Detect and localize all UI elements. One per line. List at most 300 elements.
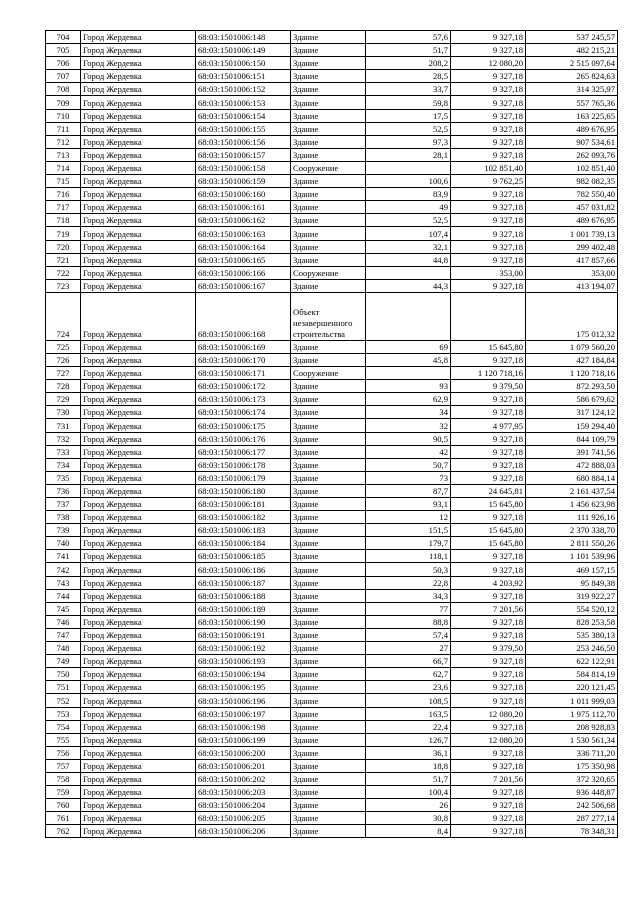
cell-object-type: Здание bbox=[291, 498, 366, 511]
cell-cadastral-value: 489 676,95 bbox=[526, 214, 618, 227]
table-row bbox=[46, 642, 618, 655]
cell-specific-value: 9 327,18 bbox=[451, 353, 526, 366]
table-row bbox=[46, 524, 618, 537]
cell-object-type: Здание bbox=[291, 31, 366, 44]
cell-area: 32 bbox=[366, 419, 451, 432]
cell-cadastral-number: 68:03:1501006:167 bbox=[196, 279, 291, 292]
table-row bbox=[46, 31, 618, 44]
cell-cadastral-value: 111 926,16 bbox=[526, 511, 618, 524]
cell-object-type: Здание bbox=[291, 615, 366, 628]
cell-object-type: Здание bbox=[291, 563, 366, 576]
cell-cadastral-value: 159 294,40 bbox=[526, 419, 618, 432]
cell-row-number: 721 bbox=[46, 253, 81, 266]
cell-specific-value: 15 645,80 bbox=[451, 537, 526, 550]
cell-area: 90,5 bbox=[366, 432, 451, 445]
cell-cadastral-number: 68:03:1501006:198 bbox=[196, 720, 291, 733]
cell-row-number: 715 bbox=[46, 175, 81, 188]
cell-locality: Город Жердевка bbox=[81, 406, 196, 419]
cell-cadastral-value: 220 121,45 bbox=[526, 681, 618, 694]
cell-cadastral-number: 68:03:1501006:195 bbox=[196, 681, 291, 694]
table-row bbox=[46, 122, 618, 135]
cell-row-number: 728 bbox=[46, 380, 81, 393]
cell-locality: Город Жердевка bbox=[81, 44, 196, 57]
cell-row-number: 757 bbox=[46, 759, 81, 772]
table-row bbox=[46, 458, 618, 471]
cell-locality: Город Жердевка bbox=[81, 498, 196, 511]
cell-object-type: Здание bbox=[291, 419, 366, 432]
cell-area: 88,8 bbox=[366, 615, 451, 628]
cell-locality: Город Жердевка bbox=[81, 628, 196, 641]
table-row bbox=[46, 550, 618, 563]
cell-cadastral-value: 584 814,19 bbox=[526, 668, 618, 681]
cell-specific-value: 4 977,95 bbox=[451, 419, 526, 432]
cell-cadastral-number: 68:03:1501006:185 bbox=[196, 550, 291, 563]
cell-cadastral-number: 68:03:1501006:196 bbox=[196, 694, 291, 707]
cell-area: 30,8 bbox=[366, 812, 451, 825]
cell-locality: Город Жердевка bbox=[81, 161, 196, 174]
cell-locality: Город Жердевка bbox=[81, 458, 196, 471]
table-row bbox=[46, 201, 618, 214]
cell-row-number: 723 bbox=[46, 279, 81, 292]
cell-specific-value: 1 120 718,16 bbox=[451, 367, 526, 380]
cell-locality: Город Жердевка bbox=[81, 122, 196, 135]
cell-cadastral-value: 102 851,40 bbox=[526, 161, 618, 174]
cell-cadastral-number: 68:03:1501006:205 bbox=[196, 812, 291, 825]
cell-specific-value: 9 327,18 bbox=[451, 720, 526, 733]
cell-cadastral-value: 262 093,76 bbox=[526, 148, 618, 161]
table-row bbox=[46, 57, 618, 70]
cell-specific-value: 9 327,18 bbox=[451, 201, 526, 214]
cell-specific-value: 24 645,81 bbox=[451, 484, 526, 497]
cell-specific-value: 9 327,18 bbox=[451, 393, 526, 406]
cell-cadastral-number: 68:03:1501006:152 bbox=[196, 83, 291, 96]
cell-specific-value: 9 379,50 bbox=[451, 380, 526, 393]
cell-locality: Город Жердевка bbox=[81, 240, 196, 253]
table-row bbox=[46, 109, 618, 122]
table-row bbox=[46, 812, 618, 825]
cell-object-type: Здание bbox=[291, 628, 366, 641]
table-row bbox=[46, 628, 618, 641]
cell-cadastral-number: 68:03:1501006:161 bbox=[196, 201, 291, 214]
cell-cadastral-number: 68:03:1501006:166 bbox=[196, 266, 291, 279]
cell-locality: Город Жердевка bbox=[81, 380, 196, 393]
table-row bbox=[46, 681, 618, 694]
cell-object-type: Здание bbox=[291, 550, 366, 563]
cell-row-number: 737 bbox=[46, 498, 81, 511]
cell-area: 107,4 bbox=[366, 227, 451, 240]
cell-locality: Город Жердевка bbox=[81, 524, 196, 537]
cell-row-number: 708 bbox=[46, 83, 81, 96]
cell-row-number: 730 bbox=[46, 406, 81, 419]
cell-cadastral-value: 336 711,20 bbox=[526, 746, 618, 759]
cell-object-type: Здание bbox=[291, 279, 366, 292]
cell-object-type: Здание bbox=[291, 786, 366, 799]
cell-locality: Город Жердевка bbox=[81, 563, 196, 576]
cell-cadastral-value: 1 456 623,98 bbox=[526, 498, 618, 511]
cell-specific-value: 9 327,18 bbox=[451, 550, 526, 563]
cell-area: 34,3 bbox=[366, 589, 451, 602]
cell-cadastral-number: 68:03:1501006:159 bbox=[196, 175, 291, 188]
cell-row-number: 749 bbox=[46, 655, 81, 668]
cell-specific-value: 9 327,18 bbox=[451, 406, 526, 419]
cell-cadastral-value: 287 277,14 bbox=[526, 812, 618, 825]
cell-locality: Город Жердевка bbox=[81, 759, 196, 772]
cell-area: 49 bbox=[366, 201, 451, 214]
cell-area bbox=[366, 161, 451, 174]
cell-cadastral-number: 68:03:1501006:181 bbox=[196, 498, 291, 511]
table-row bbox=[46, 393, 618, 406]
cell-specific-value: 9 327,18 bbox=[451, 253, 526, 266]
table-row bbox=[46, 380, 618, 393]
cell-object-type: Здание bbox=[291, 135, 366, 148]
table-row bbox=[46, 240, 618, 253]
cell-specific-value: 9 327,18 bbox=[451, 279, 526, 292]
cell-cadastral-value: 372 320,65 bbox=[526, 772, 618, 785]
cell-cadastral-value: 1 079 560,20 bbox=[526, 340, 618, 353]
table-row bbox=[46, 253, 618, 266]
cell-specific-value: 9 327,18 bbox=[451, 563, 526, 576]
cell-specific-value: 9 327,18 bbox=[451, 31, 526, 44]
cell-object-type: Здание bbox=[291, 511, 366, 524]
cell-area: 126,7 bbox=[366, 733, 451, 746]
cell-cadastral-number: 68:03:1501006:150 bbox=[196, 57, 291, 70]
cell-object-type: Здание bbox=[291, 96, 366, 109]
cell-area: 28,5 bbox=[366, 70, 451, 83]
table-row bbox=[46, 44, 618, 57]
cell-cadastral-number: 68:03:1501006:182 bbox=[196, 511, 291, 524]
cell-cadastral-value: 482 215,21 bbox=[526, 44, 618, 57]
cell-row-number: 762 bbox=[46, 825, 81, 838]
cell-cadastral-value: 78 348,31 bbox=[526, 825, 618, 838]
cell-area: 18,8 bbox=[366, 759, 451, 772]
cell-area: 26 bbox=[366, 799, 451, 812]
table-row bbox=[46, 720, 618, 733]
table-row bbox=[46, 353, 618, 366]
cell-row-number: 759 bbox=[46, 786, 81, 799]
cell-object-type: Здание bbox=[291, 214, 366, 227]
cell-cadastral-number: 68:03:1501006:184 bbox=[196, 537, 291, 550]
cell-object-type: Здание bbox=[291, 109, 366, 122]
cell-specific-value: 9 327,18 bbox=[451, 471, 526, 484]
cell-row-number: 705 bbox=[46, 44, 81, 57]
cell-row-number: 714 bbox=[46, 161, 81, 174]
table-row bbox=[46, 537, 618, 550]
cell-row-number: 736 bbox=[46, 484, 81, 497]
cell-specific-value: 9 327,18 bbox=[451, 83, 526, 96]
table-row bbox=[46, 825, 618, 838]
cell-row-number: 710 bbox=[46, 109, 81, 122]
cell-locality: Город Жердевка bbox=[81, 253, 196, 266]
cell-locality: Город Жердевка bbox=[81, 642, 196, 655]
cell-row-number: 729 bbox=[46, 393, 81, 406]
cell-cadastral-value: 936 448,87 bbox=[526, 786, 618, 799]
cell-cadastral-value: 2 515 097,64 bbox=[526, 57, 618, 70]
cell-locality: Город Жердевка bbox=[81, 655, 196, 668]
cell-cadastral-number: 68:03:1501006:190 bbox=[196, 615, 291, 628]
cell-locality: Город Жердевка bbox=[81, 511, 196, 524]
cell-locality: Город Жердевка bbox=[81, 367, 196, 380]
table-row bbox=[46, 340, 618, 353]
cell-specific-value: 9 327,18 bbox=[451, 214, 526, 227]
cell-locality: Город Жердевка bbox=[81, 707, 196, 720]
cell-cadastral-number: 68:03:1501006:180 bbox=[196, 484, 291, 497]
cell-row-number: 734 bbox=[46, 458, 81, 471]
cell-specific-value: 9 327,18 bbox=[451, 655, 526, 668]
cell-cadastral-value: 2 161 437,54 bbox=[526, 484, 618, 497]
cell-locality: Город Жердевка bbox=[81, 537, 196, 550]
table-row bbox=[46, 668, 618, 681]
cell-row-number: 704 bbox=[46, 31, 81, 44]
cell-cadastral-number: 68:03:1501006:156 bbox=[196, 135, 291, 148]
cell-area: 97,3 bbox=[366, 135, 451, 148]
table-body bbox=[46, 31, 618, 838]
cell-specific-value bbox=[451, 292, 526, 340]
cell-cadastral-number: 68:03:1501006:186 bbox=[196, 563, 291, 576]
table-row bbox=[46, 445, 618, 458]
table-row bbox=[46, 432, 618, 445]
cell-specific-value: 9 327,18 bbox=[451, 786, 526, 799]
cell-specific-value: 9 327,18 bbox=[451, 135, 526, 148]
cell-cadastral-value: 907 534,61 bbox=[526, 135, 618, 148]
cell-area: 52,5 bbox=[366, 214, 451, 227]
cell-specific-value: 9 327,18 bbox=[451, 240, 526, 253]
cell-cadastral-number: 68:03:1501006:187 bbox=[196, 576, 291, 589]
cell-area: 50,3 bbox=[366, 563, 451, 576]
cell-row-number: 725 bbox=[46, 340, 81, 353]
cell-row-number: 746 bbox=[46, 615, 81, 628]
cell-area: 179,7 bbox=[366, 537, 451, 550]
cell-locality: Город Жердевка bbox=[81, 227, 196, 240]
cell-cadastral-number: 68:03:1501006:191 bbox=[196, 628, 291, 641]
cell-locality: Город Жердевка bbox=[81, 733, 196, 746]
cell-area: 12 bbox=[366, 511, 451, 524]
cell-object-type: Здание bbox=[291, 484, 366, 497]
cell-object-type: Здание bbox=[291, 537, 366, 550]
cell-object-type: Сооружение bbox=[291, 367, 366, 380]
cell-area: 66,7 bbox=[366, 655, 451, 668]
cell-cadastral-number: 68:03:1501006:183 bbox=[196, 524, 291, 537]
cell-object-type: Здание bbox=[291, 227, 366, 240]
cell-area: 83,9 bbox=[366, 188, 451, 201]
cell-specific-value: 9 327,18 bbox=[451, 458, 526, 471]
cell-area: 42 bbox=[366, 445, 451, 458]
cell-specific-value: 9 327,18 bbox=[451, 432, 526, 445]
table-row bbox=[46, 279, 618, 292]
cell-cadastral-value: 319 922,27 bbox=[526, 589, 618, 602]
cell-cadastral-number: 68:03:1501006:174 bbox=[196, 406, 291, 419]
cell-cadastral-value: 982 082,35 bbox=[526, 175, 618, 188]
cell-cadastral-number: 68:03:1501006:201 bbox=[196, 759, 291, 772]
cell-specific-value: 15 645,80 bbox=[451, 498, 526, 511]
cell-cadastral-value: 242 506,68 bbox=[526, 799, 618, 812]
cell-row-number: 753 bbox=[46, 707, 81, 720]
cell-cadastral-value: 1 530 561,34 bbox=[526, 733, 618, 746]
cell-row-number: 718 bbox=[46, 214, 81, 227]
cell-specific-value: 9 327,18 bbox=[451, 615, 526, 628]
cell-area: 208,2 bbox=[366, 57, 451, 70]
cell-object-type: Здание bbox=[291, 655, 366, 668]
cell-specific-value: 12 080,20 bbox=[451, 57, 526, 70]
cell-area: 22,8 bbox=[366, 576, 451, 589]
cell-object-type: Здание bbox=[291, 589, 366, 602]
cell-locality: Город Жердевка bbox=[81, 70, 196, 83]
table-row bbox=[46, 175, 618, 188]
cell-cadastral-value: 622 122,91 bbox=[526, 655, 618, 668]
cell-locality: Город Жердевка bbox=[81, 266, 196, 279]
cell-locality: Город Жердевка bbox=[81, 292, 196, 340]
cell-row-number: 744 bbox=[46, 589, 81, 602]
cell-cadastral-value: 535 380,13 bbox=[526, 628, 618, 641]
cell-object-type: Здание bbox=[291, 812, 366, 825]
cell-area: 33,7 bbox=[366, 83, 451, 96]
cell-cadastral-number: 68:03:1501006:165 bbox=[196, 253, 291, 266]
cell-specific-value: 9 379,50 bbox=[451, 642, 526, 655]
table-row bbox=[46, 602, 618, 615]
cell-area: 52,5 bbox=[366, 122, 451, 135]
cell-locality: Город Жердевка bbox=[81, 148, 196, 161]
cell-area: 8,4 bbox=[366, 825, 451, 838]
table-row bbox=[46, 83, 618, 96]
cell-object-type: Сооружение bbox=[291, 266, 366, 279]
table-row bbox=[46, 70, 618, 83]
cell-cadastral-value: 391 741,56 bbox=[526, 445, 618, 458]
cell-locality: Город Жердевка bbox=[81, 799, 196, 812]
table-row bbox=[46, 135, 618, 148]
cell-row-number: 732 bbox=[46, 432, 81, 445]
cell-specific-value: 9 327,18 bbox=[451, 445, 526, 458]
table-row bbox=[46, 419, 618, 432]
table-row bbox=[46, 161, 618, 174]
cell-area: 51,7 bbox=[366, 772, 451, 785]
cell-cadastral-value: 417 857,66 bbox=[526, 253, 618, 266]
cell-area: 62,9 bbox=[366, 393, 451, 406]
cell-object-type: Здание bbox=[291, 642, 366, 655]
cell-row-number: 760 bbox=[46, 799, 81, 812]
cell-row-number: 739 bbox=[46, 524, 81, 537]
cell-cadastral-number: 68:03:1501006:199 bbox=[196, 733, 291, 746]
cell-cadastral-value: 299 402,48 bbox=[526, 240, 618, 253]
cell-area: 51,7 bbox=[366, 44, 451, 57]
table-row bbox=[46, 188, 618, 201]
cell-cadastral-number: 68:03:1501006:203 bbox=[196, 786, 291, 799]
cell-specific-value: 12 080,20 bbox=[451, 733, 526, 746]
cell-cadastral-number: 68:03:1501006:188 bbox=[196, 589, 291, 602]
cell-cadastral-number: 68:03:1501006:202 bbox=[196, 772, 291, 785]
cell-specific-value: 353,00 bbox=[451, 266, 526, 279]
cell-cadastral-number: 68:03:1501006:157 bbox=[196, 148, 291, 161]
cell-cadastral-number: 68:03:1501006:193 bbox=[196, 655, 291, 668]
cell-row-number: 720 bbox=[46, 240, 81, 253]
cell-locality: Город Жердевка bbox=[81, 471, 196, 484]
cell-row-number: 719 bbox=[46, 227, 81, 240]
cell-area: 108,5 bbox=[366, 694, 451, 707]
cell-row-number: 752 bbox=[46, 694, 81, 707]
cell-object-type: Здание bbox=[291, 44, 366, 57]
cell-cadastral-value: 586 679,62 bbox=[526, 393, 618, 406]
cell-locality: Город Жердевка bbox=[81, 812, 196, 825]
table-row bbox=[46, 367, 618, 380]
cell-locality: Город Жердевка bbox=[81, 419, 196, 432]
cell-row-number: 761 bbox=[46, 812, 81, 825]
cell-cadastral-value: 557 765,36 bbox=[526, 96, 618, 109]
cell-area: 100,4 bbox=[366, 786, 451, 799]
table-row bbox=[46, 799, 618, 812]
cell-object-type: Здание bbox=[291, 57, 366, 70]
cell-area: 100,6 bbox=[366, 175, 451, 188]
table-row bbox=[46, 214, 618, 227]
table-row bbox=[46, 292, 618, 340]
cell-specific-value: 4 203,92 bbox=[451, 576, 526, 589]
cell-locality: Город Жердевка bbox=[81, 720, 196, 733]
cell-specific-value: 9 327,18 bbox=[451, 511, 526, 524]
cell-area: 93,1 bbox=[366, 498, 451, 511]
cell-locality: Город Жердевка bbox=[81, 786, 196, 799]
cell-cadastral-value: 163 225,65 bbox=[526, 109, 618, 122]
cell-object-type: Здание bbox=[291, 825, 366, 838]
cell-specific-value: 9 327,18 bbox=[451, 799, 526, 812]
cell-cadastral-number: 68:03:1501006:194 bbox=[196, 668, 291, 681]
cell-cadastral-number: 68:03:1501006:154 bbox=[196, 109, 291, 122]
cell-object-type: Здание bbox=[291, 602, 366, 615]
cell-row-number: 740 bbox=[46, 537, 81, 550]
cell-specific-value: 9 327,18 bbox=[451, 589, 526, 602]
cell-locality: Город Жердевка bbox=[81, 214, 196, 227]
cell-cadastral-number: 68:03:1501006:192 bbox=[196, 642, 291, 655]
cell-object-type: Здание bbox=[291, 576, 366, 589]
cell-object-type: Здание bbox=[291, 175, 366, 188]
cell-cadastral-value: 175 012,32 bbox=[526, 292, 618, 340]
cell-locality: Город Жердевка bbox=[81, 135, 196, 148]
cell-cadastral-value: 554 520,12 bbox=[526, 602, 618, 615]
cell-specific-value: 12 080,20 bbox=[451, 707, 526, 720]
cell-row-number: 745 bbox=[46, 602, 81, 615]
cell-locality: Город Жердевка bbox=[81, 746, 196, 759]
cell-area bbox=[366, 367, 451, 380]
cell-cadastral-number: 68:03:1501006:175 bbox=[196, 419, 291, 432]
cell-object-type: Здание bbox=[291, 432, 366, 445]
cell-object-type: Здание bbox=[291, 380, 366, 393]
cell-object-type: Здание bbox=[291, 720, 366, 733]
cell-cadastral-value: 1 011 999,03 bbox=[526, 694, 618, 707]
cell-area: 118,1 bbox=[366, 550, 451, 563]
cell-row-number: 722 bbox=[46, 266, 81, 279]
cell-area: 93 bbox=[366, 380, 451, 393]
cell-specific-value: 9 327,18 bbox=[451, 44, 526, 57]
table-row bbox=[46, 471, 618, 484]
cell-cadastral-value: 472 888,03 bbox=[526, 458, 618, 471]
cell-cadastral-value: 253 246,50 bbox=[526, 642, 618, 655]
cell-cadastral-number: 68:03:1501006:173 bbox=[196, 393, 291, 406]
cell-locality: Город Жердевка bbox=[81, 694, 196, 707]
cell-object-type: Здание bbox=[291, 406, 366, 419]
cell-specific-value: 9 327,18 bbox=[451, 825, 526, 838]
table-row bbox=[46, 484, 618, 497]
cell-cadastral-number: 68:03:1501006:176 bbox=[196, 432, 291, 445]
cell-area: 36,1 bbox=[366, 746, 451, 759]
cell-locality: Город Жердевка bbox=[81, 550, 196, 563]
cell-cadastral-value: 782 550,40 bbox=[526, 188, 618, 201]
cell-area: 73 bbox=[366, 471, 451, 484]
cell-specific-value: 15 645,80 bbox=[451, 340, 526, 353]
cell-area: 44,8 bbox=[366, 253, 451, 266]
cell-row-number: 738 bbox=[46, 511, 81, 524]
cell-object-type: Здание bbox=[291, 445, 366, 458]
cell-locality: Город Жердевка bbox=[81, 279, 196, 292]
cell-row-number: 709 bbox=[46, 96, 81, 109]
cell-cadastral-number: 68:03:1501006:164 bbox=[196, 240, 291, 253]
cell-area: 44,3 bbox=[366, 279, 451, 292]
cell-cadastral-number: 68:03:1501006:200 bbox=[196, 746, 291, 759]
